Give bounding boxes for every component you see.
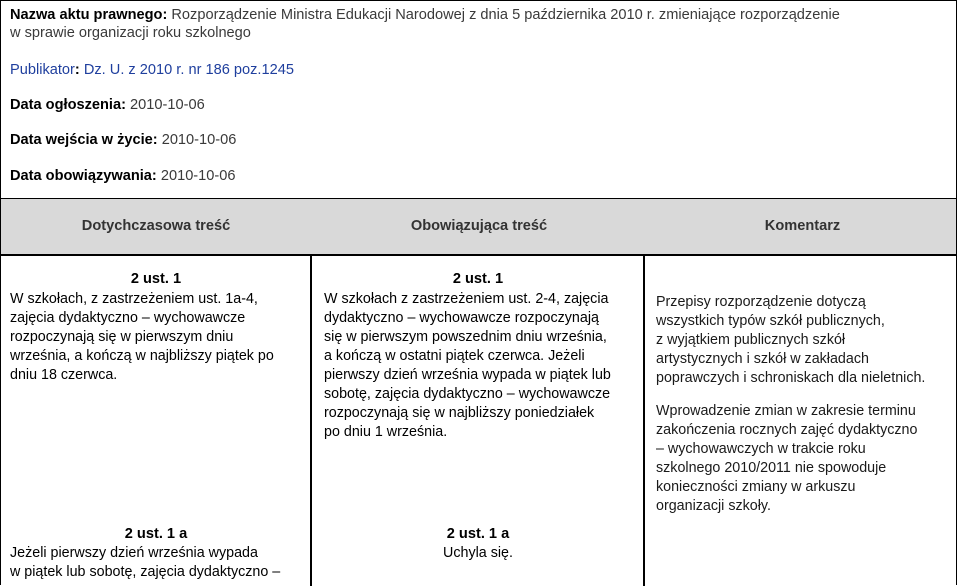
publisher-link[interactable]: Dz. U. z 2010 r. nr 186 poz.1245 [83,62,294,78]
text-line: się w pierwszym powszednim dniu września, [324,329,607,345]
text-line: września, a kończą w najbliższy piątek po [10,348,274,364]
column-header-row [0,199,957,255]
text-line: Wprowadzenie zmian w zakresie terminu [656,403,916,419]
text-line: po dniu 1 września. [324,424,448,440]
text-line: Przepisy rozporządzenie dotyczą [656,294,866,310]
text-line: a kończą w ostatni piątek czerwca. Jeżeli [324,348,585,364]
text-line: organizacji szkoły. [656,498,771,514]
valid-date-line [10,167,236,185]
current-ref-row-1: 2 ust. 1 [452,271,504,287]
previous-text-row-2 [10,544,308,582]
text-line: Jeżeli pierwszy dzień września wypada [10,545,258,561]
act-title-value: Rozporządzenie Ministra Edukacji Narodowej z dnia 5 października 2010 r. zmieniające rozporządzenie [171,7,840,23]
current-text-row-2 [312,544,644,563]
act-metadata-box [0,0,957,199]
announcement-date-value: 2010-10-06 [130,97,205,113]
comment-paragraph-2 [656,402,954,516]
text-line: zajęcia dydaktyczno – wychowawcze [10,310,246,326]
text-line: rozpoczynają się w pierwszym dniu [10,329,234,345]
effective-date-line [10,131,236,149]
valid-date-value: 2010-10-06 [160,168,236,184]
announcement-date-label: Data ogłoszenia: [10,97,126,113]
previous-text-row-1 [10,290,308,385]
comment-paragraph-1 [656,293,954,388]
act-title-label: Nazwa aktu prawnego: [10,7,168,23]
text-line: w piątek lub sobotę, zajęcia dydaktyczno – [10,564,281,580]
text-line: sobotę, zajęcia dydaktyczno – wychowawcze [324,386,611,402]
column-header-previous: Dotychczasowa treść [81,218,231,234]
publisher-label: Publikator [10,62,75,78]
text-line: W szkołach, z zastrzeżeniem ust. 1a-4, [10,291,258,307]
effective-date-value: 2010-10-06 [161,132,237,148]
act-title-line-1 [10,6,840,24]
previous-ref-row-2: 2 ust. 1 a [124,526,188,542]
text-line: Uchyla się. [443,545,513,561]
current-text-row-1 [324,290,642,442]
current-ref-row-2: 2 ust. 1 a [446,526,510,542]
column-header-current: Obowiązująca treść [410,218,548,234]
effective-date-label: Data wejścia w życie: [10,132,158,148]
announcement-date-line [10,96,205,114]
text-line: szkolnego 2010/2011 nie spowoduje [656,460,887,476]
previous-ref-row-1: 2 ust. 1 [130,271,182,287]
text-line: rozpoczynają się w najbliższy poniedziałek [324,405,595,421]
text-line: konieczności zmiany w arkuszu [656,479,856,495]
valid-date-label: Data obowiązywania: [10,168,157,184]
text-line: z wyjątkiem publicznych szkół [656,332,846,348]
column-header-comment: Komentarz [764,218,841,234]
text-line: wszystkich typów szkół publicznych, [656,313,885,329]
text-line: poprawczych i schroniskach dla nieletnich. [656,370,926,386]
comparison-content [0,255,957,585]
text-line: pierwszy dzień września wypada w piątek lub [324,367,611,383]
text-line: – wychowawczych w trakcie roku [656,441,866,457]
publisher-line [10,61,294,79]
text-line: artystycznych i szkół w zakładach [656,351,869,367]
text-line: dydaktyczno – wychowawcze rozpoczynają [324,310,599,326]
text-line: W szkołach z zastrzeżeniem ust. 2-4, zajęcia [324,291,609,307]
text-line: dniu 18 czerwca. [10,367,118,383]
text-line: zakończenia rocznych zajęć dydaktyczno [656,422,918,438]
act-title-line-2: w sprawie organizacji roku szkolnego [10,25,251,41]
publisher-colon: : [74,62,80,78]
